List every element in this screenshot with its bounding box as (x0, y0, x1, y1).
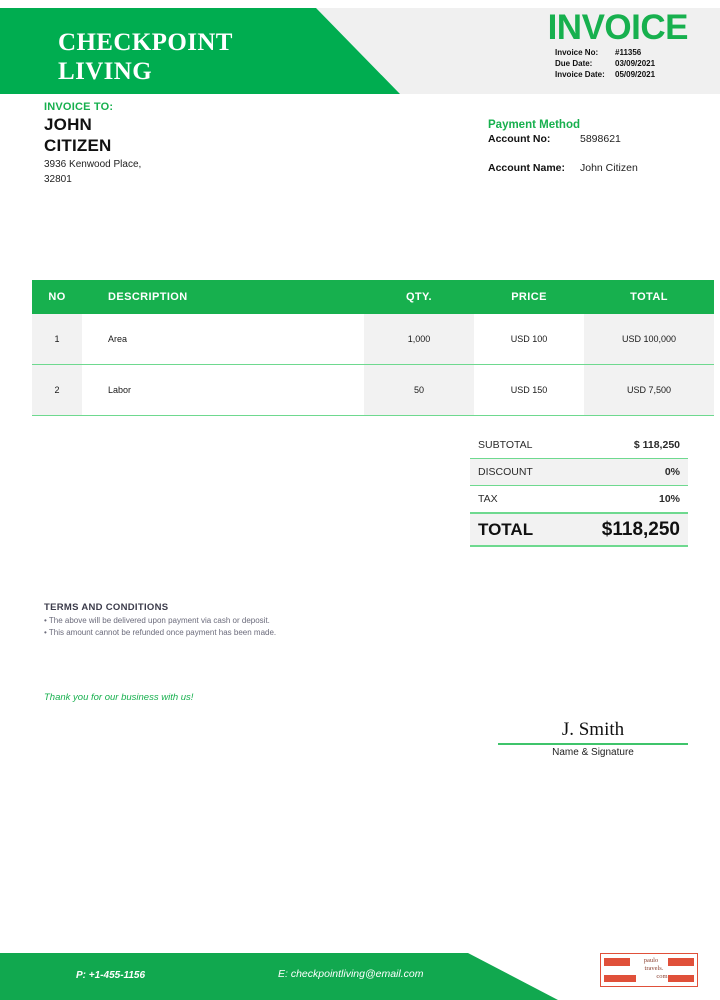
logo-inner (601, 954, 697, 986)
company-name-line2: LIVING (58, 58, 153, 85)
terms-item: • The above will be delivered upon payment via cash or deposit. (44, 616, 270, 625)
row-description: Area (82, 314, 364, 365)
row-no: 1 (32, 314, 82, 365)
company-name (58, 28, 358, 86)
line-items-table (32, 280, 714, 416)
invoice-meta-row (555, 58, 689, 69)
column-header-qty: QTY. (364, 280, 474, 314)
account-no-label: Account No: (488, 133, 551, 145)
due-date-value: 03/09/2021 (615, 59, 656, 68)
footer-email: E: checkpointliving@email.com (278, 968, 424, 980)
row-total: USD 7,500 (584, 365, 714, 416)
grand-total-value: $118,250 (601, 518, 680, 540)
signature-block (498, 718, 688, 758)
bill-to-name-line2: CITIZEN (44, 136, 112, 155)
row-total: USD 100,000 (584, 314, 714, 365)
payment-method-title: Payment Method (488, 119, 581, 131)
row-qty: 50 (364, 365, 474, 416)
payment-method-block (488, 118, 698, 176)
bill-to-block (44, 100, 324, 186)
bill-to-name-line1: JOHN (44, 115, 93, 134)
column-header-total: TOTAL (584, 280, 714, 314)
tax-label: TAX (478, 493, 498, 505)
column-header-no: NO (32, 280, 82, 314)
table-row (32, 314, 714, 365)
invoice-title: INVOICE (547, 8, 688, 47)
signature-caption: Name & Signature (552, 747, 634, 758)
account-name-row (488, 161, 698, 176)
terms-title: TERMS AND CONDITIONS (44, 602, 169, 613)
invoice-meta (555, 47, 689, 80)
discount-label: DISCOUNT (478, 466, 533, 478)
bill-to-address-line2: 32801 (44, 174, 72, 185)
logo-text-line1: paulo (643, 957, 659, 964)
due-date-label: Due Date: (555, 59, 593, 68)
column-header-price: PRICE (474, 280, 584, 314)
signature-name: J. Smith (561, 719, 625, 740)
invoice-meta-row (555, 69, 689, 80)
tax-value: 10% (658, 493, 680, 505)
terms-item: • This amount cannot be refunded once payment has been made. (44, 628, 277, 637)
grand-total-label: TOTAL (478, 519, 534, 539)
invoice-meta-row (555, 47, 689, 58)
thank-you-note: Thank you for our business with us! (44, 692, 194, 703)
summary-row-discount (470, 459, 688, 486)
table-row (32, 365, 714, 416)
account-name-value: John Citizen (580, 162, 638, 174)
invoice-footer (0, 945, 720, 1000)
summary-row-subtotal (470, 432, 688, 459)
logo-text (601, 957, 697, 981)
invoice-date-value: 05/09/2021 (615, 70, 656, 79)
bill-to-address-line1: 3936 Kenwood Place, (44, 159, 142, 170)
terms-block (44, 600, 464, 639)
signature-rule (498, 743, 688, 745)
table-header-row (32, 280, 714, 314)
row-no: 2 (32, 365, 82, 416)
row-qty: 1,000 (364, 314, 474, 365)
invoice-header (0, 0, 720, 100)
logo-text-line3: com (656, 973, 668, 980)
paulo-travels-logo (600, 953, 698, 987)
subtotal-label: SUBTOTAL (478, 439, 533, 451)
company-name-line1: CHECKPOINT (58, 29, 233, 56)
row-description: Labor (82, 365, 364, 416)
account-no-row (488, 132, 698, 147)
subtotal-value: $ 118,250 (633, 439, 680, 451)
summary-block (470, 432, 688, 547)
logo-text-line2: travels. (644, 965, 664, 972)
discount-value: 0% (664, 466, 680, 478)
invoice-no-value: #11356 (615, 48, 642, 57)
summary-row-total (470, 513, 688, 547)
footer-phone: P: +1-455-1156 (76, 970, 146, 981)
row-price: USD 100 (474, 314, 584, 365)
summary-row-tax (470, 486, 688, 513)
invoice-no-label: Invoice No: (555, 48, 599, 57)
account-name-label: Account Name: (488, 162, 566, 174)
row-price: USD 150 (474, 365, 584, 416)
bill-to-title: INVOICE TO: (44, 101, 114, 113)
account-no-value: 5898621 (580, 133, 621, 145)
column-header-description: DESCRIPTION (82, 280, 364, 314)
invoice-date-label: Invoice Date: (555, 70, 605, 79)
